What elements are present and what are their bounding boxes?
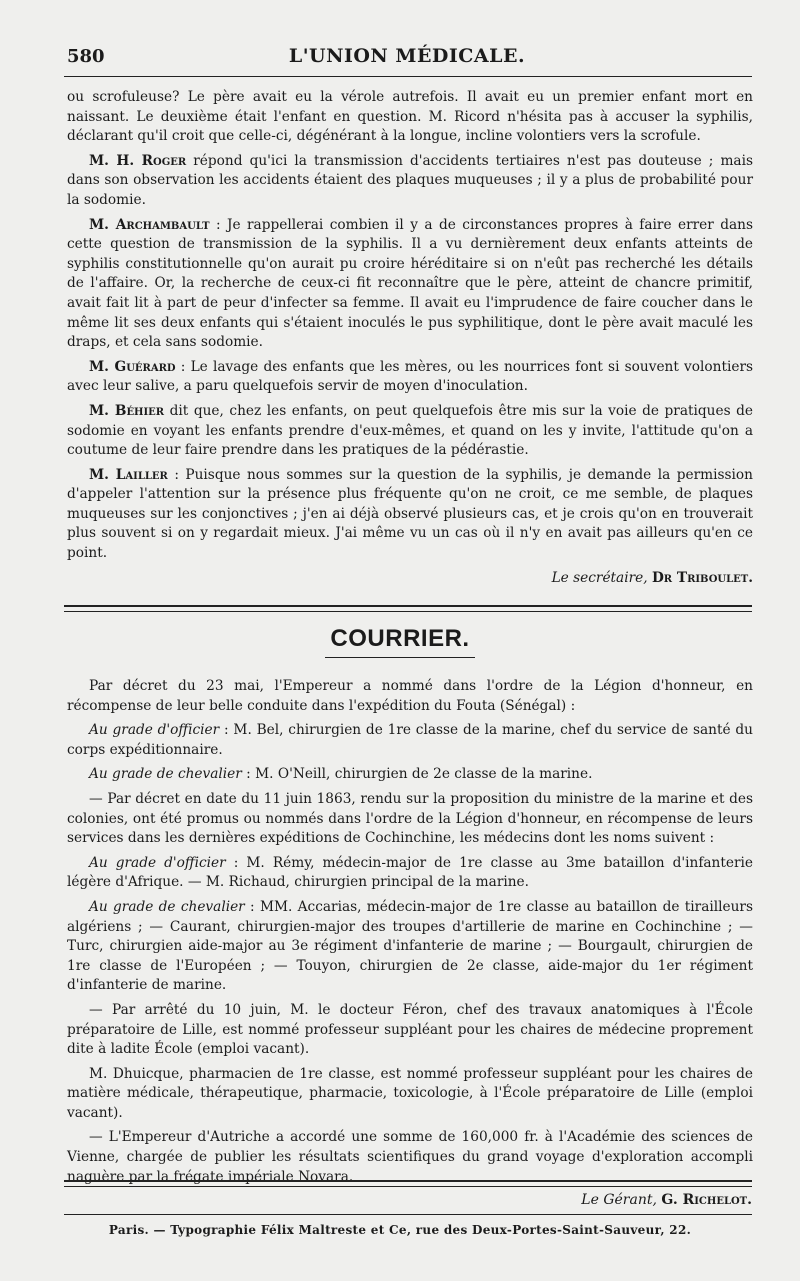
section-double-rule — [64, 605, 752, 612]
title-underline — [325, 657, 475, 658]
gerant-name: G. Richelot. — [661, 1192, 752, 1208]
paragraph — [67, 402, 753, 461]
page-number: 580 — [67, 46, 105, 67]
grade-label: Au grade de chevalier — [89, 898, 245, 915]
paragraph: — L'Empereur d'Autriche a accordé une somme de 160,000 fr. à l'Académie des sciences de Vienne, chargée de publier les résultats scientifiques du grand voyage d'exploration accompli naguère par la frégate impériale Novara. — [67, 1129, 753, 1185]
appointment-text: : MM. Accarias, médecin-major de 1re classe au bataillon de tirailleurs algériens ; — Caurant, chirurgien-major des troupes d'artillerie de marine en Cochinchine ; — Turc, chirurgien aide-major au 3e régiment d'infanterie de marine ; — Bourgault, chirurgien de 1re classe de l'Européen ; — Touyon, chirurgien de 2e classe, aide-major du 1er régiment d'infanterie de marine. — [67, 898, 753, 994]
paragraph — [67, 216, 753, 353]
paragraph — [67, 765, 753, 785]
gerant-signature — [581, 1192, 752, 1208]
grade-label: Au grade d'officier — [89, 722, 220, 739]
grade-label: Au grade de chevalier — [89, 766, 242, 783]
paragraph — [67, 898, 753, 996]
paragraph — [67, 152, 753, 211]
gerant-label: Le Gérant, — [581, 1192, 657, 1208]
appointment-text: : M. O'Neill, chirurgien de 2e classe de la marine. — [241, 766, 593, 783]
speaker-name: M. Béhier — [89, 402, 165, 419]
paragraph: ou scrofuleuse? Le père avait eu la vérole autrefois. Il avait eu un premier enfant mort en naissant. Le deuxième était l'enfant en question. M. Ricord n'hésita pas à accuser la syphilis, déclarant qu'il croit que celle-ci, dégénérant à la longue, incline volontiers vers la scrofule. — [67, 89, 753, 145]
appointment-text: : M. Rémy, médecin-major de 1re classe au 3me bataillon d'infanterie légère d'Afrique. — M. Richaud, chirurgien principal de la marine. — [67, 854, 753, 891]
footer-double-rule — [64, 1180, 752, 1187]
speaker-name: M. Lailler — [89, 466, 168, 483]
secretary-label: Le secrétaire — [551, 569, 644, 586]
discussion-section — [67, 88, 753, 588]
speech-text: : Le lavage des enfants que les mères, ou les nourrices font si souvent volontiers avec leur salive, a paru quelquefois servir de moyen d'inoculation. — [67, 358, 754, 395]
secretary-signature: Le secrétaire, Dr Triboulet. — [551, 569, 753, 586]
grade-label: Au grade d'officier — [89, 854, 226, 871]
section-title: COURRIER. — [330, 625, 470, 652]
speech-text: : Puisque nous sommes sur la question de la syphilis, je demande la permission d'appeler l'attention sur la présence plus fréquente qu'on ne croit, ce me semble, de plaques muqueuses sur les conjonctives ; j'en ai déjà observé plusieurs cas, et je crois qu'on en trouverait plus souvent si on y regardait mieux. J'ai même vu un cas où il n'y en avait pas ailleurs qu'en ce point. — [67, 466, 753, 562]
paragraph: M. Dhuicque, pharmacien de 1re classe, est nommé professeur suppléant pour les chaires de matière médicale, thérapeutique, pharmacie, toxicologie, à l'École préparatoire de Lille (emploi vacant). — [67, 1065, 753, 1121]
running-title: L'UNION MÉDICALE. — [288, 45, 526, 67]
page-header — [62, 40, 752, 70]
speaker-name: M. Guérard — [89, 358, 176, 375]
speaker-name: M. Archambault — [89, 216, 210, 233]
paragraph: — Par décret en date du 11 juin 1863, rendu sur la proposition du ministre de la marine et des colonies, ont été promus ou nommés dans l'ordre de la Légion d'honneur, en récompense de leurs services dans les dernières expéditions de Cochinchine, les médecins dont les noms suivent : — [67, 790, 753, 847]
speech-text: dit que, chez les enfants, on peut quelquefois être mis sur la voie de pratiques de sodomie en voyant les enfants prendre d'eux-mêmes, et quand on les y invite, l'attitude qu'on a coutume de leur faire prendre dans les pratiques de la pédérastie. — [67, 402, 753, 459]
paragraph — [67, 466, 753, 564]
paragraph: — Par arrêté du 10 juin, M. le docteur Féron, chef des travaux anatomiques à l'École préparatoire de Lille, est nommé professeur suppléant pour les chaires de médecine proprement dite à ladite École (emploi vacant). — [67, 1001, 753, 1058]
courrier-section — [67, 677, 753, 1192]
header-rule — [64, 76, 752, 77]
printer-imprint: Paris. — Typographie Félix Maltreste et Ce, rue des Deux-Portes-Saint-Sauveur, 22. — [108, 1223, 692, 1237]
speech-text: : Je rappellerai combien il y a de circonstances propres à faire errer dans cette question de transmission de la syphilis. Il a vu dernièrement deux enfants atteints de syphilis constitutionnelle qu'on aurait pu croire héréditaire si on n'eût pas recherché les détails de l'affaire. Or, la recherche de ceux-ci fit reconnaître que le père, atteint de chancre primitif, avait fait lit à part de peur d'infecter sa femme. Il avait eu l'imprudence de faire coucher dans le même lit ses deux enfants qui s'étaient inoculés le pus syphilitique, dont le père avait maculé les draps, et cela sans sodomie. — [67, 216, 753, 351]
appointment-text: : M. Bel, chirurgien de 1re classe de la marine, chef du service de santé du corps expéditionnaire. — [67, 722, 753, 758]
speech-text: répond qu'ici la transmission d'accidents tertiaires n'est pas douteuse ; mais dans son observation les accidents étaient des plaques muqueuses ; il y a plus de probabilité pour la sodomie. — [67, 152, 753, 208]
paragraph — [67, 358, 753, 397]
paragraph — [67, 721, 753, 760]
speaker-name: M. H. Roger — [89, 152, 187, 169]
printer-rule — [64, 1214, 752, 1215]
secretary-name: Dr Triboulet. — [651, 569, 753, 586]
paragraph — [67, 854, 753, 893]
paragraph: Par décret du 23 mai, l'Empereur a nommé dans l'ordre de la Légion d'honneur, en récompense de leur belle conduite dans l'expédition du Fouta (Sénégal) : — [67, 678, 753, 714]
